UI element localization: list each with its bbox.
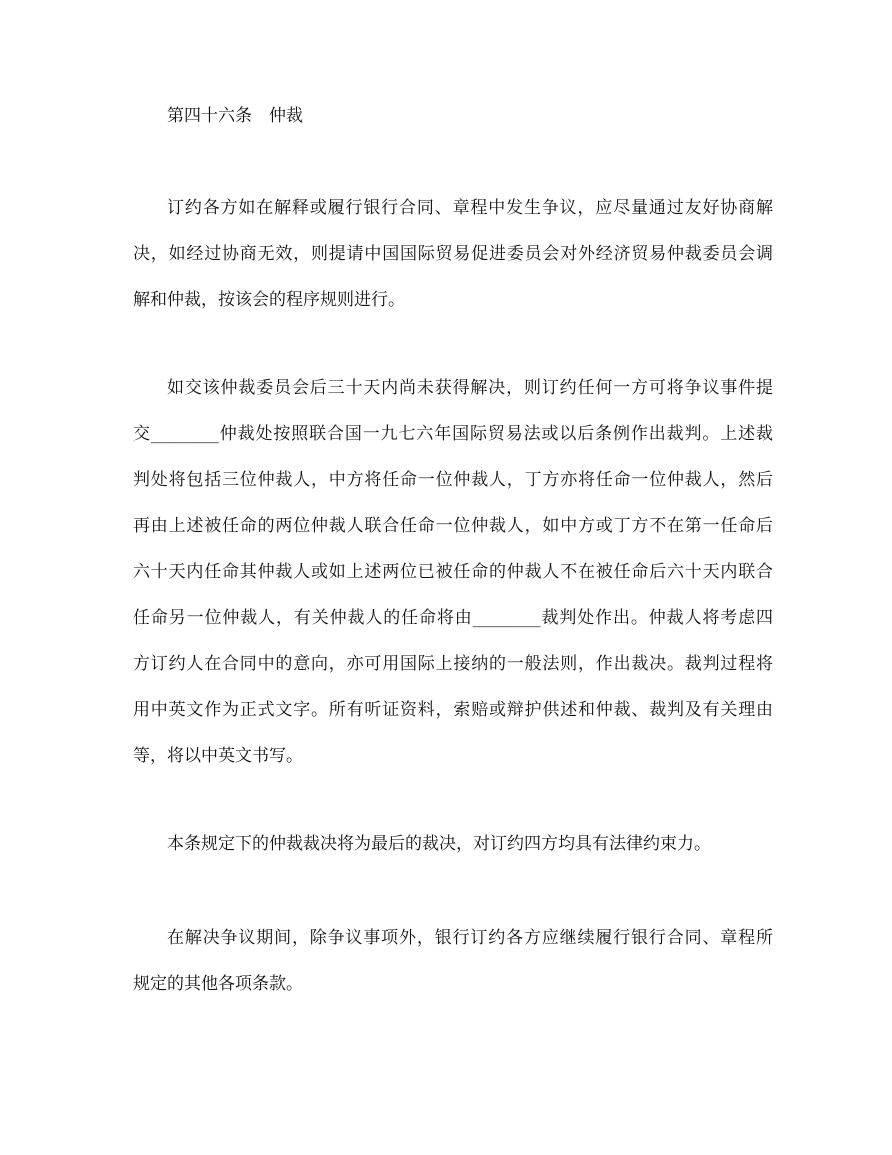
paragraph-3-line-1: 本条规定下的仲裁裁决将为最后的裁决，对订约四方均具有法律约束力。 (167, 834, 711, 854)
paragraph-4-line-1: 在解决争议期间，除争议事项外，银行订约各方应继续履行银行合同、章程所 (167, 928, 773, 948)
paragraph-2-line-8: 用中英文作为正式文字。所有听证资料，索赔或辩护供述和仲裁、裁判及有关理由 (133, 700, 773, 720)
paragraph-2-line-3: 判处将包括三位仲裁人，中方将任命一位仲裁人，丁方亦将任命一位仲裁人，然后 (133, 470, 773, 490)
paragraph-2-line-4: 再由上述被任命的两位仲裁人联合任命一位仲裁人，如中方或丁方不在第一任命后 (133, 516, 773, 536)
paragraph-2-line-9: 等，将以中英文书写。 (133, 746, 303, 766)
paragraph-2-line-7: 方订约人在合同中的意向，亦可用国际上接纳的一般法则，作出裁决。裁判过程将 (133, 654, 773, 674)
paragraph-2-line-1: 如交该仲裁委员会后三十天内尚未获得解决，则订约任何一方可将争议事件提 (167, 378, 773, 398)
paragraph-2-line-6: 任命另一位仲裁人，有关仲裁人的任命将由________裁判处作出。仲裁人将考虑四 (133, 608, 773, 628)
article-heading: 第四十六条 仲裁 (167, 106, 303, 126)
paragraph-1-line-3: 解和仲裁，按该会的程序规则进行。 (133, 290, 405, 310)
paragraph-2-line-5: 六十天内任命其仲裁人或如上述两位已被任命的仲裁人不在被任命后六十天内联合 (133, 562, 773, 582)
paragraph-4-line-2: 规定的其他各项条款。 (133, 974, 303, 994)
paragraph-2-line-2: 交________仲裁处按照联合国一九七六年国际贸易法或以后条例作出裁判。上述裁 (133, 424, 773, 444)
paragraph-1-line-1: 订约各方如在解释或履行银行合同、章程中发生争议，应尽量通过友好协商解 (167, 198, 773, 218)
paragraph-1-line-2: 决，如经过协商无效，则提请中国国际贸易促进委员会对外经济贸易仲裁委员会调 (133, 244, 773, 264)
